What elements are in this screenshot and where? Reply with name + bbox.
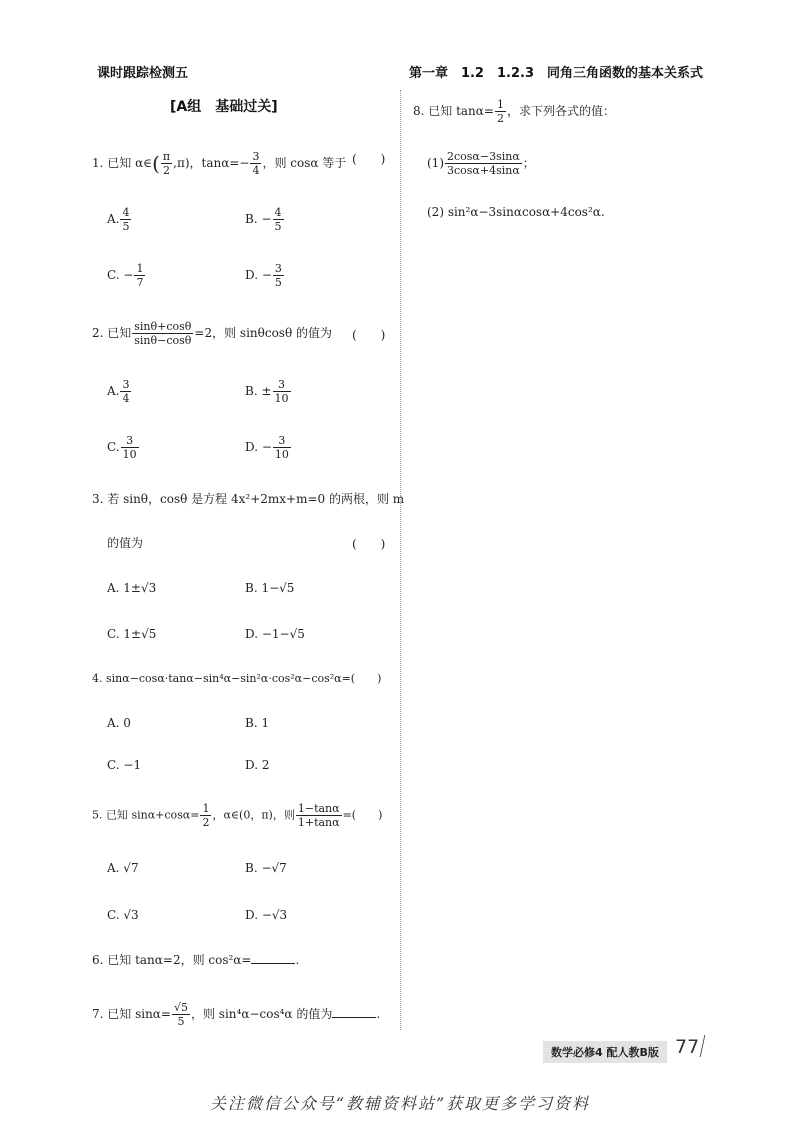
q1-option-d <box>245 262 285 289</box>
frac-num: 3 <box>273 434 291 448</box>
question-4: 4. sinα−cosα·tanα−sin⁴α−sin²α·cos²α−cos²α=( ) <box>92 672 382 685</box>
q5-frac1-den: 2 <box>202 816 210 829</box>
q1-option-d-frac <box>273 262 284 289</box>
frac-den: 10 <box>274 392 289 405</box>
footer-book-label: 数学必修4 配人教B版 <box>543 1041 667 1063</box>
q2-frac-den: sinθ−cosθ <box>134 334 192 347</box>
q1-text-h: ，则 cosα 等于 <box>262 156 347 170</box>
q7-answer-blank[interactable] <box>332 1017 376 1018</box>
q4-option-c: C. −1 <box>107 758 142 772</box>
q1-option-a-label: A. <box>107 212 120 226</box>
q8-fraction <box>495 98 506 125</box>
q7-text-a: 7. 已知 sinα= <box>92 1007 171 1021</box>
q2-option-a-label: A. <box>107 384 120 398</box>
q1-fraction-3-4 <box>250 150 261 177</box>
column-divider <box>400 90 401 1030</box>
q5-text-a: 5. 已知 sinα+cosα= <box>92 808 200 822</box>
q8-1-text-b: ； <box>522 156 535 170</box>
q5-text-c: =( ) <box>342 808 383 822</box>
question-8 <box>413 98 615 125</box>
frac-den: 4 <box>122 392 130 405</box>
q5-option-c: C. √3 <box>107 908 139 922</box>
q8-1-fraction <box>445 150 522 177</box>
q2-option-d-label: D. − <box>245 440 272 454</box>
q1-frac-num: π <box>162 150 171 163</box>
q3-answer-paren: ( ) <box>352 537 386 551</box>
q1-option-d-label: D. − <box>245 268 272 282</box>
group-title: [A组 基础过关] <box>170 99 278 115</box>
q5-option-a: A. √7 <box>107 861 139 875</box>
q5-frac2-den: 1+tanα <box>297 816 340 829</box>
q2-option-a-frac <box>120 378 131 405</box>
q1-frac-den: 2 <box>163 164 170 177</box>
q1-fraction-pi-2 <box>161 150 172 177</box>
question-5 <box>92 802 382 829</box>
question-6 <box>92 952 299 968</box>
q7-fraction <box>172 1001 190 1028</box>
q2-option-b <box>245 378 292 405</box>
q3-option-a: A. 1±√3 <box>107 581 157 595</box>
frac-den: 7 <box>136 276 144 289</box>
q1-frac2-den: 4 <box>252 164 260 177</box>
q4-option-b: B. 1 <box>245 716 270 730</box>
q2-option-d <box>245 434 292 461</box>
q7-text-b: ，则 sin⁴α−cos⁴α 的值为 <box>190 1007 333 1021</box>
frac-num: 4 <box>122 206 130 219</box>
q2-option-d-frac <box>273 434 291 461</box>
q2-option-c <box>107 434 140 461</box>
page-slash-decoration <box>700 1035 706 1057</box>
q6-text-b: . <box>295 953 300 967</box>
q2-option-c-frac <box>121 434 139 461</box>
frac-num: 3 <box>121 434 139 448</box>
q5-frac2-num: 1−tanα <box>297 802 340 815</box>
question-7 <box>92 1001 380 1028</box>
q5-frac1-num: 1 <box>202 802 210 815</box>
question-3-line-2: 的值为 <box>107 536 144 550</box>
q2-option-c-label: C. <box>107 440 120 454</box>
q2-option-b-label: B. ± <box>245 384 272 398</box>
q8-1-frac-den: 3cosα+4sinα <box>447 164 520 177</box>
q3-option-b: B. 1−√5 <box>245 581 295 595</box>
q3-option-d: D. −1−√5 <box>245 627 305 641</box>
q5-option-b: B. −√7 <box>245 861 287 875</box>
q8-frac-num: 1 <box>496 98 504 111</box>
frac-num: 3 <box>274 262 282 275</box>
q5-fraction-1-2 <box>200 802 211 829</box>
frac-den: 5 <box>122 220 130 233</box>
q6-answer-blank[interactable] <box>251 963 295 964</box>
q2-option-a <box>107 378 132 405</box>
frac-num: 3 <box>122 378 130 391</box>
q1-left-paren: ( <box>152 151 160 176</box>
question-3-line-1: 3. 若 sinθ，cosθ 是方程 4x²+2mx+m=0 的两根，则 m <box>92 492 405 506</box>
q2-frac-num: sinθ+cosθ <box>134 320 192 333</box>
frac-num: 1 <box>136 262 144 275</box>
q2-option-b-frac <box>273 378 291 405</box>
q1-text-a: 1. 已知 α∈ <box>92 156 153 170</box>
q7-frac-den: 5 <box>177 1015 185 1028</box>
question-1 <box>92 150 346 177</box>
frac-den: 5 <box>274 220 282 233</box>
q4-option-d: D. 2 <box>245 758 270 772</box>
frac-den: 10 <box>122 448 137 461</box>
frac-num: 3 <box>273 378 291 392</box>
q2-text-b: =2，则 sinθcosθ 的值为 <box>194 326 333 340</box>
q8-1-label: (1) <box>427 156 444 170</box>
q5-fraction-tan <box>296 802 342 829</box>
q8-text-a: 8. 已知 tanα= <box>413 104 494 118</box>
q1-option-c-label: C. − <box>107 268 134 282</box>
q1-answer-paren: ( ) <box>352 152 386 166</box>
question-2 <box>92 320 332 347</box>
q1-option-a <box>107 206 132 233</box>
watermark-text: 关注微信公众号“教辅资料站”获取更多学习资料 <box>209 1094 591 1113</box>
header-right-chapter: 第一章 1.2 1.2.3 同角三角函数的基本关系式 <box>408 66 703 81</box>
q1-option-c <box>107 262 146 289</box>
q4-option-a: A. 0 <box>107 716 131 730</box>
q1-option-c-frac <box>134 262 145 289</box>
q1-option-b-frac <box>273 206 284 233</box>
q1-frac2-num: 3 <box>252 150 260 163</box>
header-left-title: 课时跟踪检测五 <box>97 66 189 81</box>
q8-frac-den: 2 <box>496 112 504 125</box>
q1-text-e: ,π)，tanα=− <box>173 156 250 170</box>
q2-fraction <box>132 320 193 347</box>
q5-text-b: ，α∈(0，π)，则 <box>212 808 295 822</box>
q1-option-a-frac <box>120 206 131 233</box>
q7-text-c: . <box>376 1007 381 1021</box>
q2-answer-paren: ( ) <box>352 328 386 342</box>
q6-text-a: 6. 已知 tanα=2，则 cos²α= <box>92 953 252 967</box>
page-number: 77 <box>675 1036 700 1058</box>
frac-num: 4 <box>274 206 282 219</box>
q8-text-b: ，求下列各式的值： <box>506 104 615 118</box>
q5-option-d: D. −√3 <box>245 908 288 922</box>
q1-option-b <box>245 206 285 233</box>
question-8-part-2: (2) sin²α−3sinαcosα+4cos²α. <box>427 205 605 219</box>
q3-option-c: C. 1±√5 <box>107 627 157 641</box>
frac-den: 10 <box>274 448 289 461</box>
frac-den: 5 <box>274 276 282 289</box>
q1-option-b-label: B. − <box>245 212 272 226</box>
question-8-part-1 <box>427 150 535 177</box>
q8-1-frac-num: 2cosα−3sinα <box>447 150 520 163</box>
q2-text-a: 2. 已知 <box>92 326 132 340</box>
q7-frac-num: √5 <box>173 1001 188 1014</box>
